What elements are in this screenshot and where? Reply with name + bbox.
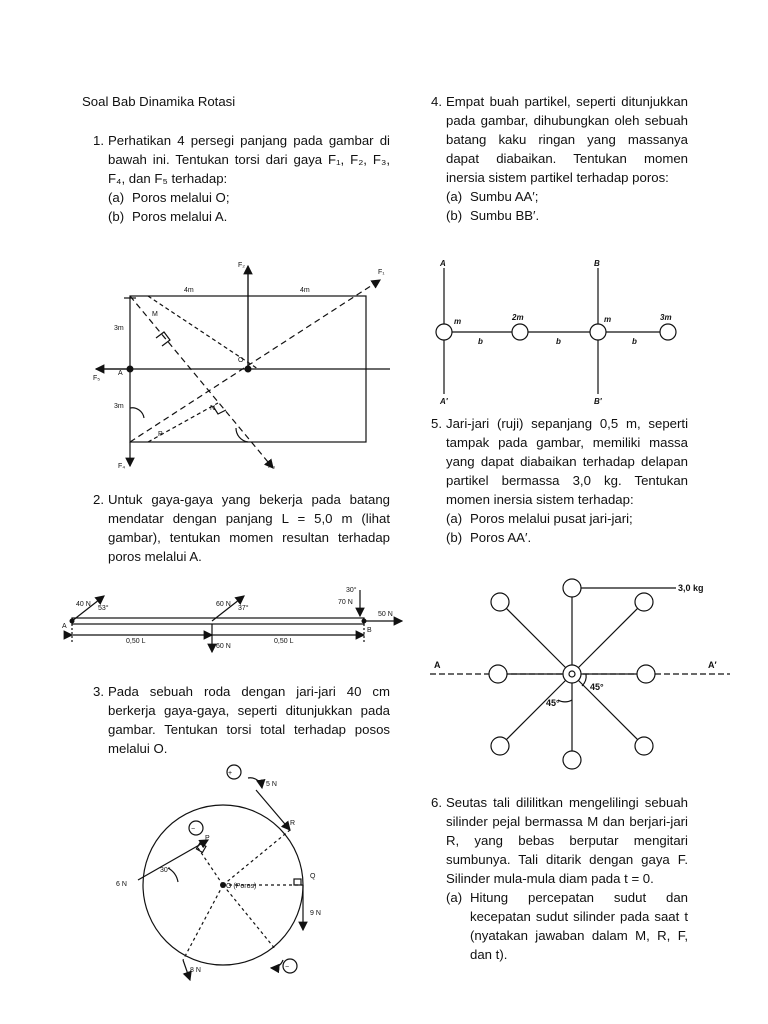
label-m: M (152, 311, 158, 318)
label-b: B (594, 259, 600, 268)
figure-rectangles (88, 258, 408, 472)
label-p: P (158, 431, 163, 438)
question-5: 5. Jari-jari (ruji) sepanjang 0,5 m, seperti tampak pada gambar, memiliki massa yang dapat diabaikan terhadap delapan partikel bermassa 3,0 kg. Tentukan momen inersia sistem terhadap: (a) Poros melalui pusat jari-jari; (b) Poros AA′. (431, 416, 688, 545)
right-column-q5 (420, 414, 688, 547)
particle-2m (512, 324, 528, 340)
label-half-l-2: 0,50 L (274, 638, 294, 645)
rotation-minus-arc (271, 960, 283, 968)
label-a-prime: A′ (440, 397, 448, 406)
figure-spokes (430, 572, 730, 778)
label-p: P (205, 835, 210, 842)
particle-bottom (563, 751, 581, 769)
label-f4: F₄ (118, 463, 126, 470)
label-half-l-1: 0,50 L (126, 638, 146, 645)
question-part: (a) Hitung percepatan sudut dan kecepatan sudut silinder pada saat t (nyatakan jawaban dalam M, R, F, dan t). (446, 890, 688, 962)
question-part: (a) Sumbu AA′; (446, 189, 539, 204)
angle-arc-a (130, 408, 144, 418)
question-part: (a) Poros melalui O; (108, 190, 230, 205)
particle-right (637, 665, 655, 683)
particle-top (563, 579, 581, 597)
particle-top-left (491, 593, 509, 611)
label-45deg-2: 45° (546, 698, 560, 708)
radius-r (223, 830, 290, 885)
label-b-1: b (478, 337, 483, 346)
left-column (82, 92, 390, 226)
question-text: Empat buah partikel, seperti ditunjukkan pada gambar, dihubungkan oleh sebuah batang kaku ringan yang massanya dapat diabaikan. Tentukan momen inersia sistem partikel terhadap poros: (446, 94, 688, 185)
force-5n (256, 790, 290, 830)
label-m-2: m (604, 315, 612, 324)
question-text: Perhatikan 4 persegi panjang pada gambar di bawah ini. Tentukan torsi dari gaya F₁, F₂, F₃, F₄, dan F₅ terhadap: (108, 133, 390, 186)
label-q: Q (310, 873, 316, 880)
label-60n-down: 60 N (216, 643, 231, 650)
particle-m-1 (436, 324, 452, 340)
label-30deg: 30° (346, 587, 357, 594)
question-1 (82, 131, 390, 226)
label-2m: 2m (512, 313, 524, 322)
label-f2: F₂ (238, 262, 245, 269)
bar-body (72, 618, 364, 624)
left-column-q3 (82, 682, 390, 758)
question-part: (b) Sumbu BB′. (446, 208, 540, 223)
question-text: Jari-jari (ruji) sepanjang 0,5 m, seperti tampak pada gambar, memiliki massa yang dapat diabaikan terhadap delapan partikel bermassa 3,0 kg. Tentukan momen inersia sistem terhadap: (446, 416, 688, 507)
label-minus-1: − (190, 826, 196, 833)
question-number: 1. (93, 133, 104, 148)
point-o (245, 366, 252, 373)
radius-p (198, 848, 223, 885)
question-part: (a) Poros melalui pusat jari-jari; (446, 511, 633, 526)
radius-8n (183, 885, 223, 960)
particle-bottom-left (491, 737, 509, 755)
label-a: A (118, 370, 123, 377)
label-30deg: 30° (160, 867, 171, 874)
label-6n: 6 N (116, 881, 127, 888)
label-width-2: 4m (300, 287, 310, 294)
left-column-q2 (82, 490, 390, 566)
label-60n: 60 N (216, 601, 231, 608)
label-37deg: 37° (238, 605, 249, 612)
point-a (70, 619, 75, 624)
label-53deg: 53° (98, 605, 109, 612)
question-part: (b) Poros melalui A. (108, 209, 228, 224)
label-mass: 3,0 kg (678, 583, 704, 593)
question-text: Seutas tali dililitkan mengelilingi sebuah silinder pejal bermassa M dan berjari-jari R, yang bebas berputar mengitari sumbunya. Tali ditarik dengan gaya F. Silinder mula-mula diam pada t = 0. (446, 795, 688, 886)
radius-9n (223, 885, 276, 950)
label-a-prime: A′ (708, 660, 717, 670)
label-a: A (440, 259, 446, 268)
rotation-plus-arc (248, 778, 262, 788)
label-9n: 9 N (310, 910, 321, 917)
question-text: Pada sebuah roda dengan jari-jari 40 cm berkerja gaya-gaya, seperti ditunjukkan pada gambar. Tentukan torsi total terhadap posos melalui O. (108, 684, 390, 756)
particle-bottom-right (635, 737, 653, 755)
label-45deg-1: 45° (590, 682, 604, 692)
question-part: (b) Poros AA′. (446, 530, 532, 545)
label-3m: 3m (660, 313, 672, 322)
particle-m-2 (590, 324, 606, 340)
right-angle-m (156, 332, 170, 346)
point-a (127, 366, 134, 373)
label-a: A (434, 660, 441, 670)
label-height-1: 3m (114, 325, 124, 332)
label-b-3: b (632, 337, 637, 346)
label-40n: 40 N (76, 601, 91, 608)
label-plus: + (227, 770, 233, 777)
right-column-q4 (420, 92, 688, 225)
particle-left (489, 665, 507, 683)
label-70n: 70 N (338, 599, 353, 606)
question-2: 2. Untuk gaya-gaya yang bekerja pada batang mendatar dengan panjang L = 5,0 m (lihat gambar), tentukan momen resultan terhadap poros melalui A. (93, 492, 390, 564)
label-o-poros: O (Poros) (226, 883, 257, 890)
label-b-prime: B′ (594, 397, 602, 406)
point-b (362, 619, 367, 624)
page-title: Soal Bab Dinamika Rotasi (82, 94, 236, 109)
label-f1: F₁ (378, 269, 385, 276)
question-6: 6. Seutas tali dililitkan mengelilingi sebuah silinder pejal bermassa M dan berjari-jari R, yang bebas berputar mengitari sumbunya. Tali ditarik dengan gaya F. Silinder mula-mula diam pada t = 0. (a) Hitung percepatan sudut dan kecepatan sudut silinder pada saat t (nyatakan jawaban dalam M, R, F, dan t). (431, 795, 688, 962)
label-b-2: b (556, 337, 561, 346)
figure-wheel (108, 760, 338, 984)
label-m-1: m (454, 317, 462, 326)
label-width-1: 4m (184, 287, 194, 294)
figure-bar (62, 580, 410, 660)
label-50n: 50 N (378, 611, 393, 618)
label-n: N (210, 405, 216, 412)
label-5n: 5 N (266, 781, 277, 788)
figure-particles (432, 256, 688, 408)
label-height-2: 3m (114, 403, 124, 410)
hub (563, 665, 581, 683)
label-8n: 8 N (190, 967, 201, 974)
label-minus-2: − (284, 964, 290, 971)
label-r: R (290, 820, 296, 827)
label-f3: F₃ (268, 463, 276, 470)
particle-3m (660, 324, 676, 340)
label-o: O (238, 357, 244, 364)
force-8n (183, 960, 190, 980)
label-a: A (62, 623, 67, 630)
question-4: 4. Empat buah partikel, seperti ditunjukkan pada gambar, dihubungkan oleh sebuah batang kaku ringan yang massanya dapat diabaikan. Tentukan momen inersia sistem partikel terhadap poros: (a) Sumbu AA′; (b) Sumbu BB′. (431, 94, 688, 223)
label-f5: F₅ (93, 375, 101, 382)
question-text: Untuk gaya-gaya yang bekerja pada batang mendatar dengan panjang L = 5,0 m (lihat gambar), tentukan momen resultan terhadap poros melalui A. (108, 492, 390, 564)
label-b: B (367, 627, 372, 634)
right-column-q6 (420, 793, 688, 964)
particle-top-right (635, 593, 653, 611)
question-3: 3. Pada sebuah roda dengan jari-jari 40 cm berkerja gaya-gaya, seperti ditunjukkan pada gambar. Tentukan torsi total terhadap posos melalui O. (93, 684, 390, 756)
force-f1-line (130, 280, 380, 442)
